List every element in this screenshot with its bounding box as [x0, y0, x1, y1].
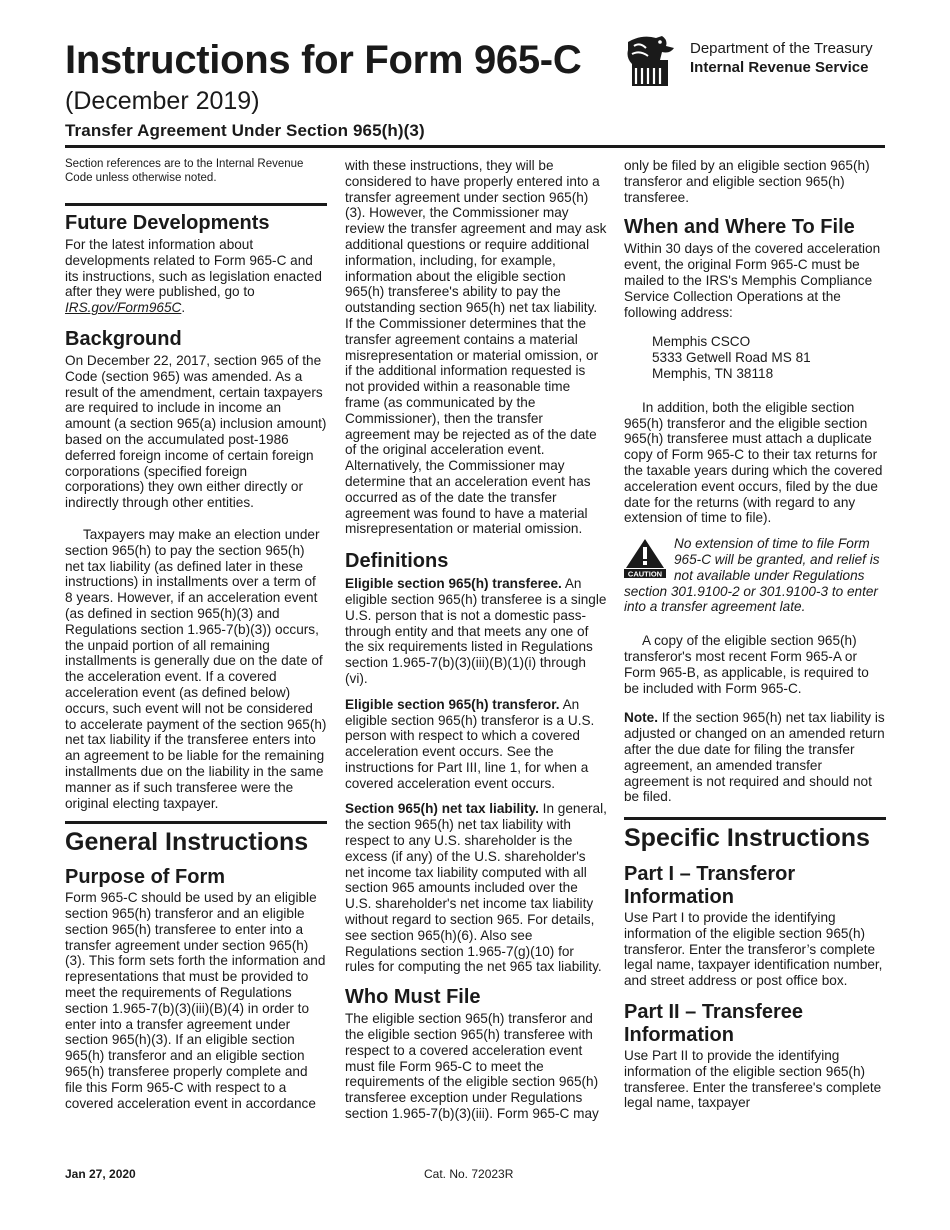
definition-transferor: Eligible section 965(h) transferor. An eligible section 965(h) transferor is a U.S. person with respect to which a covered acceleration event occurs. See the instructions for Part III, line 1, for when a covered acceleration event occurs.: [345, 696, 595, 791]
who-must-file-continued: only be filed by an eligible section 965(h) transferor and eligible section 965(h) transferee.: [624, 158, 870, 205]
background-heading: Background: [65, 327, 182, 350]
purpose-text: Form 965-C should be used by an eligible section 965(h) transferor and an eligible section 965(h) transferee to enter into a transfer agreement under section 965(h)(3). This form sets forth the information and representations that must be provided to meet the requirements of Regulations section 1.965-7(b)(3)(iii)(B)(4) in order to enter into a transfer agreement under section 965(h)(3). If an eligible section 965(h) transferor and an eligible section 965(h) transferee properly complete and file this Form 965-C with respect to a covered acceleration event in accordance: [65, 890, 326, 1111]
address-line: 5333 Getwell Road MS 81: [652, 350, 811, 366]
background-paragraph-2: Taxpayers may make an election under section 965(h) to pay the section 965(h) net tax liability (as defined later in these instructions) in installments over a term of 8 years. However, if an acceleration event (as defined in section 965(h)(3) and Regulations section 1.965-7(b)(3)) occurs, the unpaid portion of all remaining installments is generally due on the date of the acceleration event. If a covered acceleration event (as defined below) occurs, such event will not be considered to accelerate payment of the section 965(h) net tax liability if the transferee enters into an agreement to be liable for the remaining installments due on the liability in the same manner as if such transferee were the original electing taxpayer.: [65, 526, 327, 811]
part-ii-heading: Part II – Transferee Information: [624, 1001, 803, 1047]
agency-name: [690, 39, 873, 77]
future-developments-text: For the latest information about developments related to Form 965-C and its instructions, such as legislation enacted after they were published, go to IRS.gov/Form965C.: [65, 237, 322, 316]
background-paragraph-1: On December 22, 2017, section 965 of the Code (section 965) was amended. As a result of the amendment, certain taxpayers are required to include in income an amount (a section 965(a) inclusion amount) based on the accumulated post-1986 deferred foreign income of certain foreign corporations (specified foreign corporations) they own either directly or indirectly through other entities.: [65, 352, 327, 511]
part-i-heading: Part I – Transferor Information: [624, 863, 796, 909]
purpose-continued-text: with these instructions, they will be considered to have properly entered into a transfer agreement under section 965(h)(3). However, the Commissioner may review the transfer agreement and may ask additional questions or require additional information, including, for example, information about the eligible section 965(h) transferee's ability to pay the outstanding section 965(h) net tax liability. If the Commissioner determines that the transfer agreement contains a material misrepresentation or material omission, or if the additional information requested is not provided within a reasonable time frame (as communicated by the Commissioner), then the transfer agreement may be rejected as of the date of the original acceleration event. Alternatively, the Commissioner may determine that an acceleration event has occurred as of the date the transfer agreement was found to have a material misrepresentation or material omission.: [345, 158, 607, 537]
mailing-address: [624, 334, 886, 381]
column-2: [345, 158, 607, 1122]
definition-net-tax-liability: Section 965(h) net tax liability. In general, the section 965(h) net tax liability with respect to any U.S. shareholder is the excess (if any) of the U.S. shareholder's net income tax liability computed with all section 965 amounts included over the U.S. shareholder's net income tax liability without regard to section 965. For details, see section 965(h)(6). Also see Regulations section 1.965-7(g)(10) for rules for computing the net 965 tax liability.: [345, 801, 607, 975]
definitions-heading: Definitions: [345, 550, 449, 573]
purpose-heading: Purpose of Form: [65, 866, 226, 889]
header-rule: [65, 145, 885, 148]
footer-date: Jan 27, 2020: [65, 1167, 136, 1181]
section-rule: [65, 203, 327, 206]
section-rule: [624, 817, 886, 820]
irs-eagle-logo-icon: [622, 32, 684, 88]
section-rule: [65, 821, 327, 824]
part-i-text: Use Part I to provide the identifying information of the eligible section 965(h) transferor. Enter the transferor’s complete legal name, taxpayer identification number, and street address or post office box.: [624, 910, 883, 989]
address-line: Memphis CSCO: [652, 334, 751, 350]
agency-service: Internal Revenue Service: [690, 59, 869, 76]
column-1: [65, 158, 327, 1111]
form-copy-text: A copy of the eligible section 965(h) transferor's most recent Form 965-A or Form 965-B, as applicable, is required to be included with Form 965-C.: [624, 633, 869, 696]
definition-transferee: Eligible section 965(h) transferee. An eligible section 965(h) transferee is a single U.S. person that is not a domestic pass-through entity and that meets any one of the six requirements listed in Regulations section 1.965-7(b)(3)(iii)(B)(1)(i) through (vi).: [345, 576, 607, 686]
general-instructions-heading: General Instructions: [65, 828, 309, 857]
column-3: [624, 158, 886, 1111]
revision-date: (December 2019): [65, 87, 260, 115]
caution-icon: [624, 538, 666, 578]
specific-instructions-heading: Specific Instructions: [624, 824, 870, 853]
catalog-number: Cat. No. 72023R: [424, 1167, 514, 1181]
caution-box: [624, 536, 886, 615]
form-subtitle: Transfer Agreement Under Section 965(h)(3): [65, 121, 425, 140]
caution-label: CAUTION: [627, 569, 663, 579]
agency-department: Department of the Treasury: [690, 40, 873, 57]
intro-note: Section references are to the Internal Revenue Code unless otherwise noted.: [65, 158, 304, 184]
who-must-file-text: The eligible section 965(h) transferor and the eligible section 965(h) transferee with respect to a covered acceleration event must file Form 965-C to meet the requirements of the eligible section 965(h) transferee exception under Regulations section 1.965-7(b)(3)(iii). Form 965-C may: [345, 1011, 599, 1122]
amended-note: Note. If the section 965(h) net tax liability is adjusted or changed on an amended return after the due date for filing the transfer agreement, an amended transfer agreement is not required and should not be filed.: [624, 710, 885, 805]
duplicate-copy-text: In addition, both the eligible section 965(h) transferor and the eligible section 965(h) transferee must attach a duplicate copy of Form 965-C to their tax returns for the taxable years during which the covered acceleration event occurs, filed by the due date for the returns (with regard to any extension of time to file).: [624, 399, 883, 526]
who-must-file-heading: Who Must File: [345, 986, 481, 1009]
future-developments-heading: Future Developments: [65, 212, 270, 234]
document-title: Instructions for Form 965-C: [65, 38, 582, 82]
caution-text: No extension of time to file Form 965-C will be granted, and relief is not available under Regulations section 301.9100-2 or 301.9100-3 to enter into a transfer agreement late.: [624, 536, 880, 615]
when-where-heading: When and Where To File: [624, 216, 855, 239]
part-ii-text: Use Part II to provide the identifying information of the eligible section 965(h) transferee. Enter the transferee's complete legal name, taxpayer: [624, 1048, 882, 1111]
when-where-text: Within 30 days of the covered acceleration event, the original Form 965-C must be mailed to the IRS's Memphis Compliance Service Collection Operations at the following address:: [624, 241, 881, 320]
irs-form965c-link[interactable]: IRS.gov/Form965C: [65, 300, 182, 316]
address-line: Memphis, TN 38118: [652, 365, 774, 381]
